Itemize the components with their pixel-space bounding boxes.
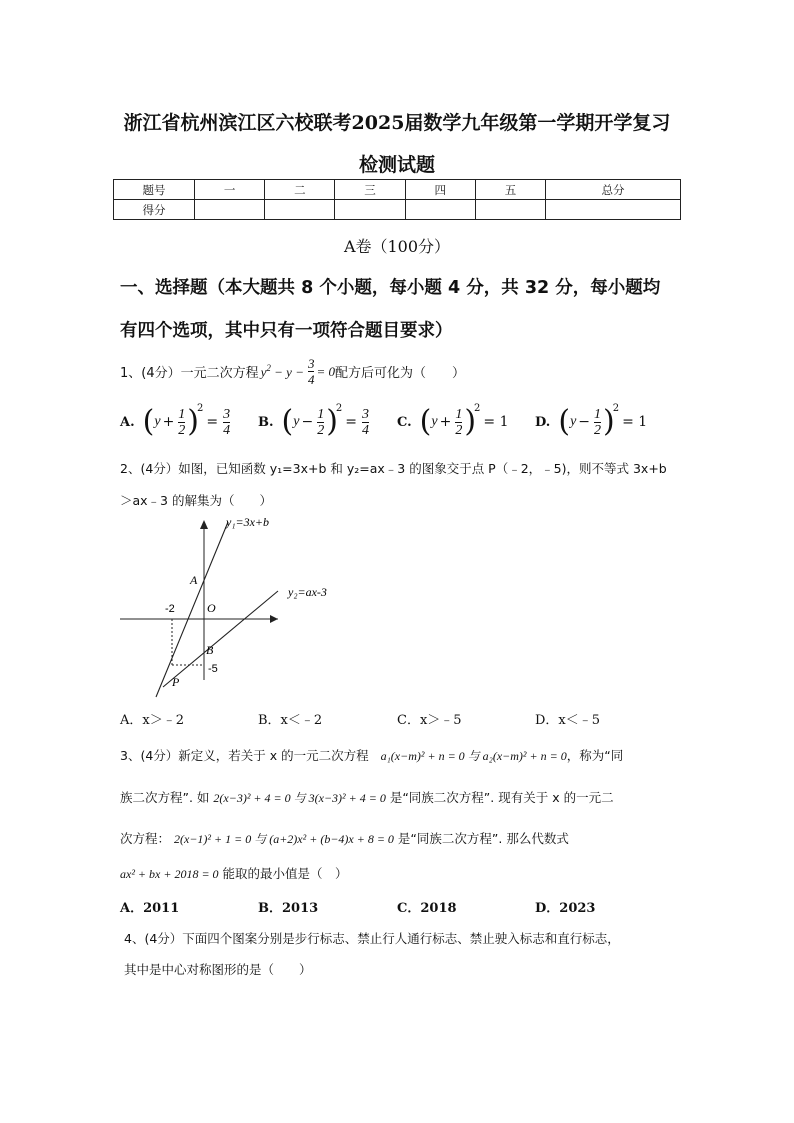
option-c[interactable]: C. ( y + $\frac{1}{2}$ ) 2 = 1 xyxy=(397,402,509,439)
q2-option-c[interactable]: C．x＞﹣5 xyxy=(397,713,462,728)
q3-option-c[interactable]: C．2018 xyxy=(397,901,457,916)
option-a[interactable]: A. ( y + $\frac{1}{2}$ ) 2 = $\frac{3}{4}$ xyxy=(120,402,231,439)
fraction-rhs: $\frac{3}{4}$ xyxy=(223,406,231,438)
q3-math: a₁(x−m)² + n = 0 与 a₂(x−m)² + n = 0 xyxy=(380,749,567,763)
table-row xyxy=(114,200,681,220)
option-label: A. xyxy=(120,414,135,430)
fraction-1-2: $\frac{1}{2}$ xyxy=(594,406,602,438)
table-row xyxy=(114,180,681,200)
q3-text: 次方程： xyxy=(120,831,171,846)
sign: − xyxy=(301,414,314,430)
table-cell: 二 xyxy=(265,180,335,200)
label-y2: y₂=ax-3 xyxy=(288,585,327,599)
table-cell: 总分 xyxy=(546,180,681,200)
sign: + xyxy=(162,414,175,430)
table-cell xyxy=(335,200,405,220)
option-label: C. xyxy=(397,414,412,430)
q3-text: 族二次方程”. 如 xyxy=(120,790,210,805)
table-cell xyxy=(195,200,265,220)
part1-heading-line1: 一、选择题（本大题共 8 个小题，每小题 4 分，共 32 分，每小题均 xyxy=(120,278,661,298)
q3-math: 2(x−3)² + 4 = 0 与 3(x−3)² + 4 = 0 xyxy=(213,791,386,805)
sign: − xyxy=(578,414,591,430)
question-3-line2 xyxy=(120,788,614,806)
table-cell: 三 xyxy=(335,180,405,200)
label-o: O xyxy=(207,601,216,615)
question-4-line1: 4、(4分）下面四个图案分别是步行标志、禁止行人通行标志、禁止驶入标志和直行标志， xyxy=(124,931,620,946)
q3-option-b[interactable]: B．2013 xyxy=(258,901,319,916)
table-cell xyxy=(475,200,545,220)
table-cell: 得分 xyxy=(114,200,195,220)
label-a: A xyxy=(190,573,198,587)
q3-text: 是“同族二次方程”. 那么代数式 xyxy=(397,831,569,846)
question-1-prefix: 1、(4分）一元二次方程 xyxy=(120,366,259,381)
q3-text: ，称为“同 xyxy=(566,748,624,763)
q2-option-b[interactable]: B．x＜﹣2 xyxy=(258,713,323,728)
question-3-line4 xyxy=(120,864,348,882)
table-cell: 一 xyxy=(195,180,265,200)
option-label: B. xyxy=(258,414,274,430)
document-title-line1: 浙江省杭州滨江区六校联考2025届数学九年级第一学期开学复习 xyxy=(123,112,671,134)
question-1 xyxy=(120,356,465,387)
question-2-line1: 2、(4分）如图，已知函数 y₁=3x+b 和 y₂=ax﹣3 的图象交于点 P（﹣2，﹣5)，则不等式 3x+b xyxy=(120,461,667,476)
y-axis-arrow xyxy=(200,520,208,529)
fraction-3-4: $\frac{3}{4}$ xyxy=(307,356,315,387)
score-table xyxy=(113,179,681,220)
option-d[interactable]: D. ( y − $\frac{1}{2}$ ) 2 = 1 xyxy=(535,402,648,439)
question-1-equation: $y^2 - y$ − xyxy=(260,362,304,380)
label-b: B xyxy=(206,643,214,657)
table-cell xyxy=(405,200,475,220)
table-cell: 四 xyxy=(405,180,475,200)
question-2-graph xyxy=(118,512,338,702)
part1-heading-line2: 有四个选项，其中只有一项符合题目要求） xyxy=(120,321,453,341)
q2-option-a[interactable]: A．x＞﹣2 xyxy=(120,713,184,728)
label-neg2: -2 xyxy=(165,603,175,615)
q3-text: 3、(4分）新定义，若关于 x 的一元二次方程 xyxy=(120,748,369,763)
x-axis-arrow xyxy=(270,615,278,623)
question-2-line2: ＞ax﹣3 的解集为（ ） xyxy=(120,493,272,508)
fraction-1-2: $\frac{1}{2}$ xyxy=(178,406,186,438)
q3-option-d[interactable]: D．2023 xyxy=(535,901,596,916)
fraction-1-2: $\frac{1}{2}$ xyxy=(317,406,325,438)
q3-math: 2(x−1)² + 1 = 0 与 (a+2)x² + (b−4)x + 8 = 0 xyxy=(174,832,394,846)
table-cell xyxy=(265,200,335,220)
question-3-line3 xyxy=(120,829,569,847)
question-4-line2: 其中是中心对称图形的是（ ） xyxy=(124,962,312,977)
option-b[interactable]: B. ( y − $\frac{1}{2}$ ) 2 = $\frac{3}{4}$ xyxy=(258,402,370,439)
q3-math: ax² + bx + 2018 = 0 xyxy=(120,867,219,881)
question-3-line1 xyxy=(120,746,623,764)
fraction-rhs: $\frac{3}{4}$ xyxy=(362,406,370,438)
q3-text: 是“同族二次方程”. 现有关于 x 的一元二 xyxy=(389,790,614,805)
q2-option-d[interactable]: D．x＜﹣5 xyxy=(535,713,601,728)
document-title-line2: 检测试题 xyxy=(358,154,435,176)
label-y1: y₁=3x+b xyxy=(226,515,270,529)
fraction-1-2: $\frac{1}{2}$ xyxy=(455,406,463,438)
q3-option-a[interactable]: A．2011 xyxy=(120,901,180,916)
option-label: D. xyxy=(535,414,551,430)
rhs: = 1 xyxy=(622,414,648,430)
question-1-suffix: 配方后可化为（ ） xyxy=(335,366,466,381)
label-p: P xyxy=(172,675,180,689)
section-a-heading: A卷（100分） xyxy=(343,237,451,256)
label-neg5: -5 xyxy=(208,663,218,675)
table-cell: 五 xyxy=(475,180,545,200)
q3-text: 能取的最小值是（ ） xyxy=(222,866,348,881)
table-cell xyxy=(546,200,681,220)
table-cell: 题号 xyxy=(114,180,195,200)
rhs: = 1 xyxy=(483,414,509,430)
equals-zero: = 0 xyxy=(316,363,336,379)
sign: + xyxy=(439,414,452,430)
